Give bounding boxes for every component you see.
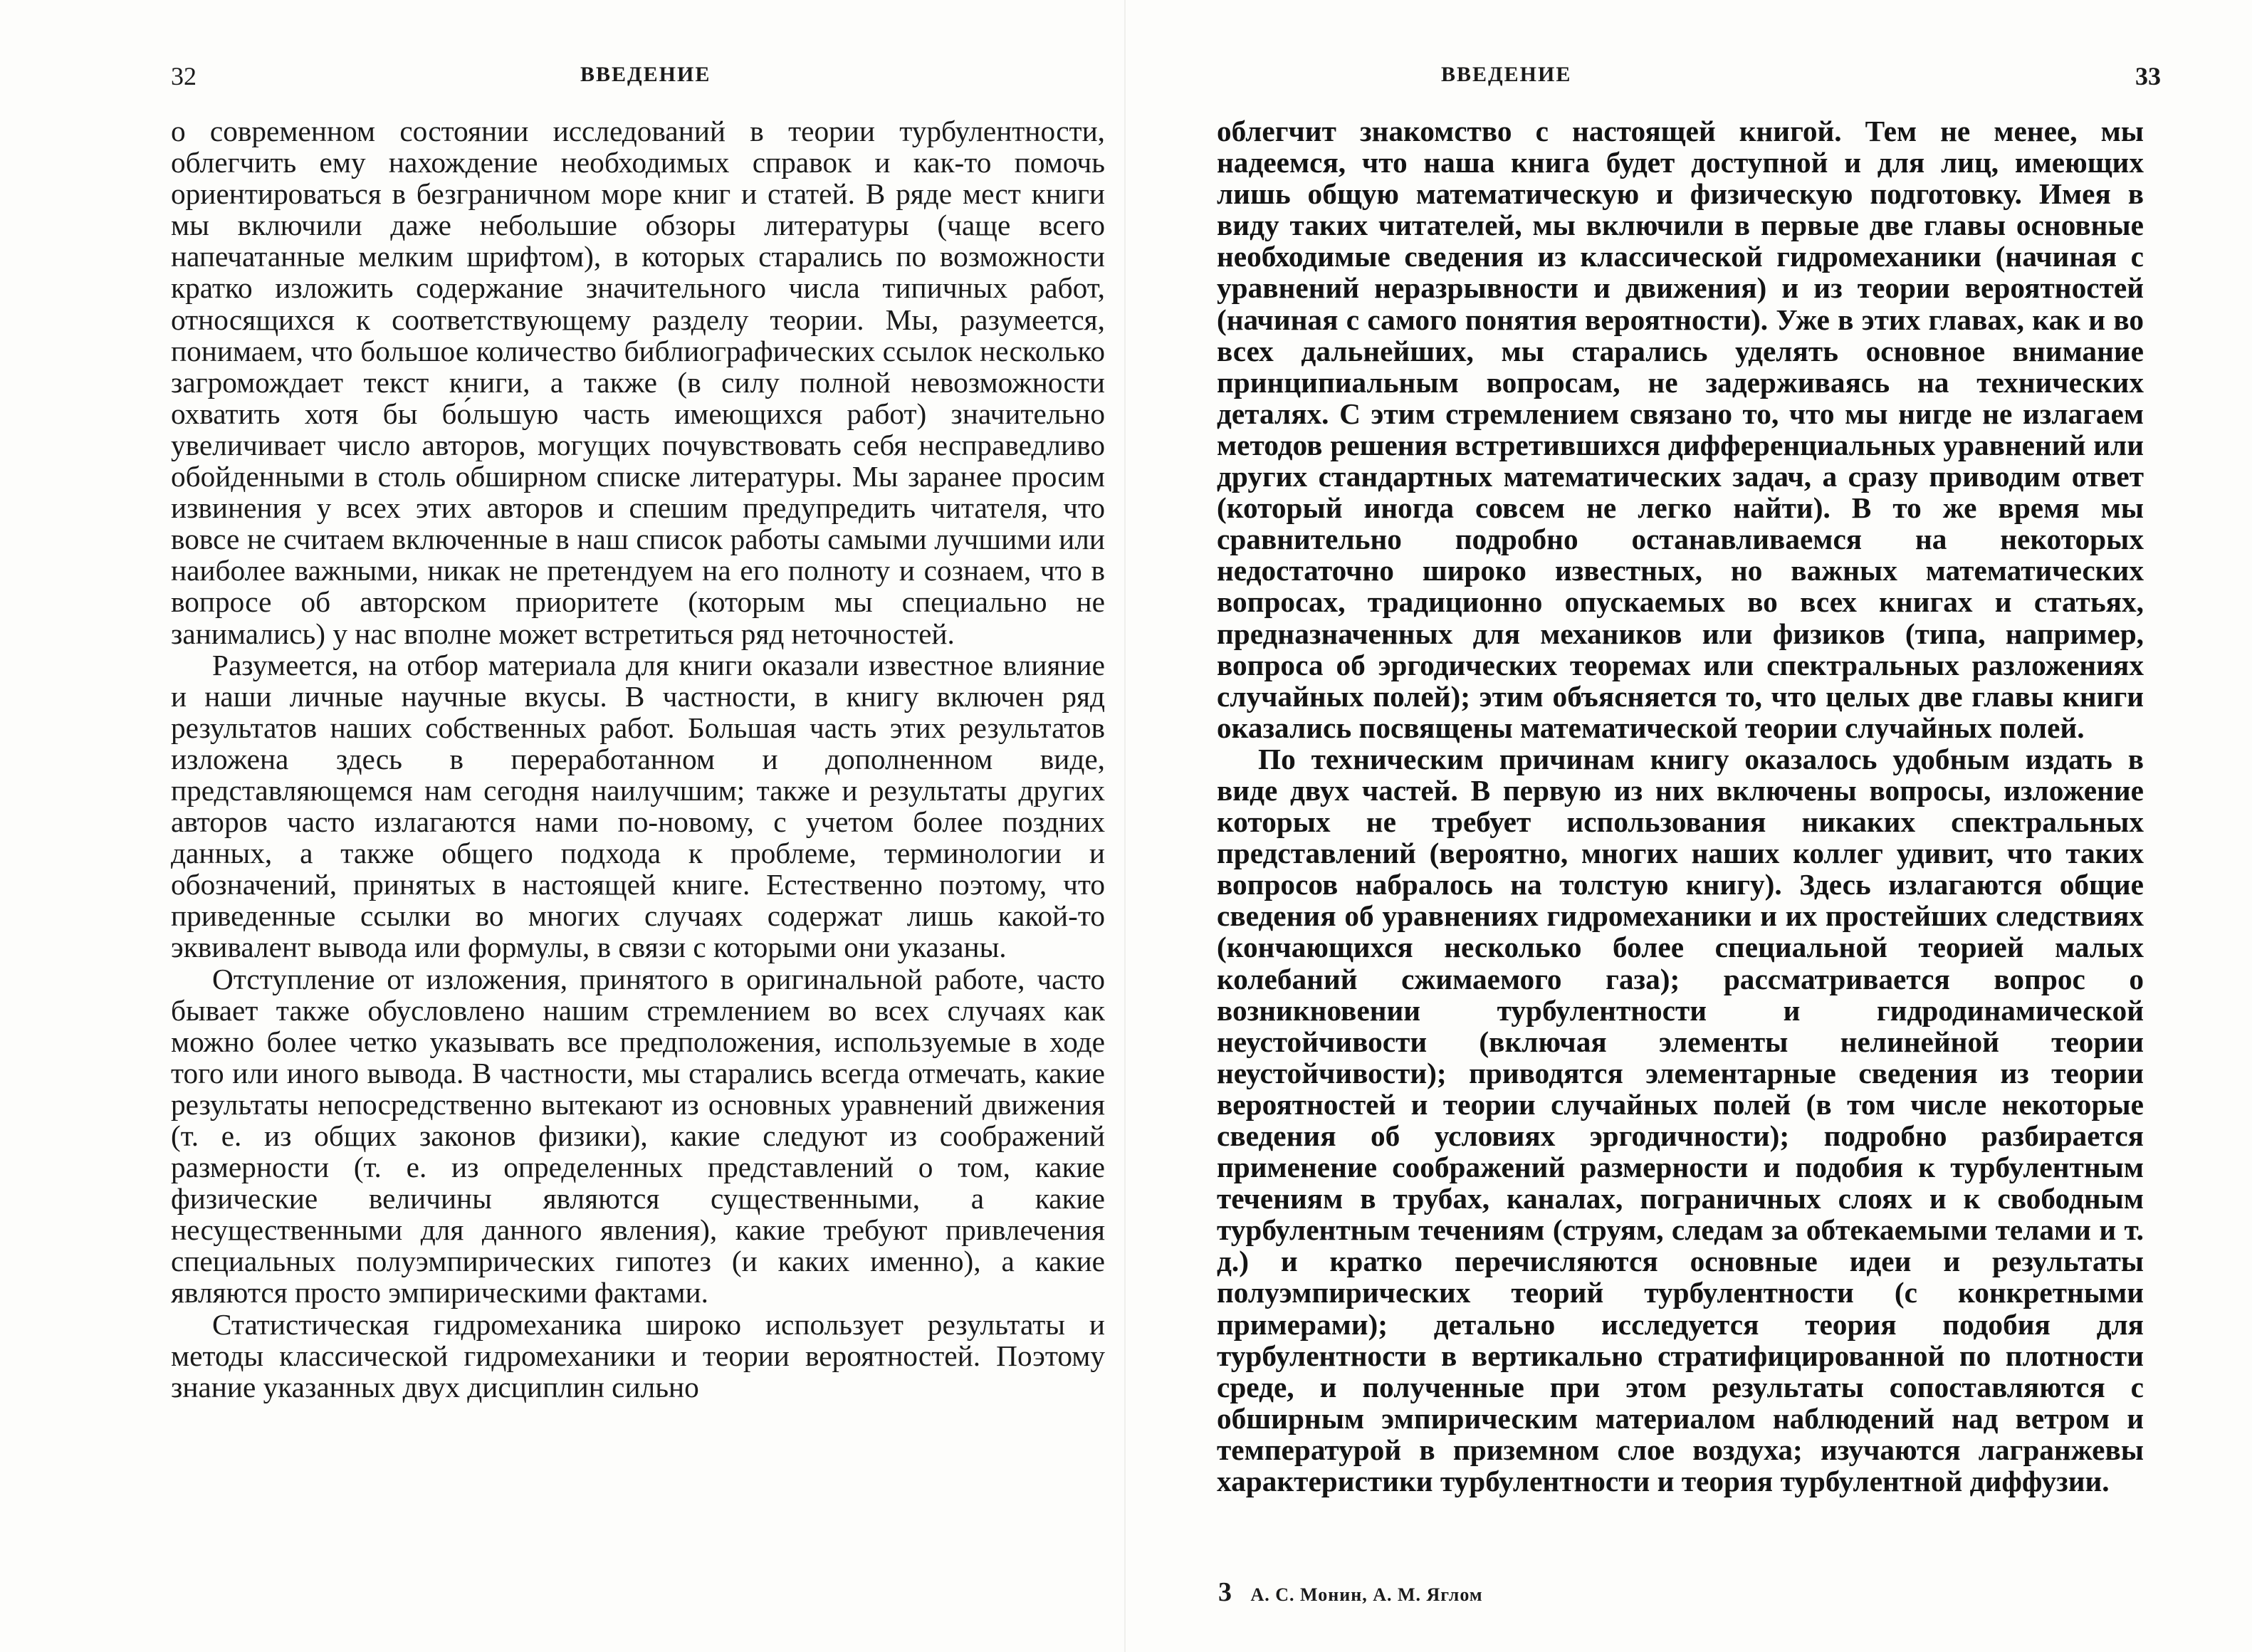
paragraph: Разумеется, на отбор материала для книги оказали известное влияние и наши личные научные вкусы. В частности, в книгу включен ряд результатов наших собственных работ. Большая часть этих результатов изложена здесь в переработанном и дополненном виде, представляющемся нам сегодня наилучшим; также и результаты других авторов часто излагаются нами по-новому, с учетом более поздних данных, а также общего подхода к проблеме, терминологии и обозначений, принятых в настоящей книге. Естественно поэтому, что приведенные ссылки во многих случаях содержат лишь какой-то эквивалент вывода или формулы, в связи с которыми они указаны. — [171, 648, 1105, 964]
page-body — [1217, 115, 2144, 1497]
paragraph: По техническим причинам книгу оказалось удобным издать в виде двух частей. В первую из них включены вопросы, изложение которых не требует использования никаких спектральных представлений (вероятно, многих наших коллег удивит, что таких вопросов набралось на толстую книгу). Здесь излагаются общие сведения об уравнениях гидромеханики и их простейших следствиях (кончающихся несколько более специальной теорией малых колебаний сжимаемого газа); рассматривается вопрос о возникновении турбулентности и гидродинамической неустойчивости (включая элементы нелинейной теории неустойчивости); приводятся элементарные сведения из теории вероятностей и теории случайных полей (в том числе некоторые сведения об условиях эргодичности); подробно разбирается применение соображений размерности и подобия к турбулентным течениям в трубах, каналах, пограничных слоях и к свободным турбулентным течениям (струям, следам за обтекаемыми телами и т. д.) и кратко перечисляются основные идеи и результаты полуэмпирических теорий турбулентности (с конкретными примерами); детально исследуется теория подобия для турбулентности в вертикально стратифицированной по плотности среде, и полученные при этом результаты сопоставляются с обширным эмпирическим материалом наблюдений над ветром и температурой в приземном слое воздуха; изучаются лагранжевы характеристики турбулентности и теория турбулентной диффузии. — [1217, 742, 2144, 1498]
page-number: 33 — [2135, 62, 2161, 90]
paragraph: Отступление от изложения, принятого в оригинальной работе, часто бывает также обусловлено нашим стремлением во всех случаях как можно более четко указывать все предположения, используемые в ходе того или иного вывода. В частности, мы старались всегда отмечать, какие результаты непосредственно вытекают из основных уравнений движения (т. е. из общих законов физики), какие следуют из соображений размерности (т. е. из определенных представлений о том, какие физические величины являются существенными, а какие несущественными для данного явления), какие требуют привлечения специальных полуэмпирических гипотез (и каких именно), а какие являются просто эмпирическими фактами. — [171, 962, 1105, 1309]
paragraph: Статистическая гидромеханика широко использует результаты и методы классической гидромеханики и теории вероятностей. Поэтому знание указанных двух дисциплин сильно — [171, 1307, 1105, 1403]
page-number: 32 — [171, 62, 197, 90]
signature-number: 3 — [1218, 1577, 1232, 1607]
printer-signature — [1218, 1577, 1483, 1608]
paragraph: о современном состоянии исследований в теории турбулентности, облегчить ему нахождение необходимых справок и как-то помочь ориентироваться в безграничном море книг и статей. В ряде мест книги мы включили даже небольшие обзоры литературы (чаще всего напечатанные мелким шрифтом), в которых старались по возможности кратко изложить содержание значительного числа типичных работ, относящихся к соответствующему разделу теории. Мы, разумеется, понимаем, что большое количество библиографических ссылок несколько загромождает текст книги, а также (в силу полной невозможности охватить хотя бы бо́льшую часть имеющихся работ) значительно увеличивает число авторов, могущих почувствовать себя несправедливо обойденными в столь обширном списке литературы. Мы заранее просим извинения у всех этих авторов и спешим предупредить читателя, что вовсе не считаем включенные в наш список работы самыми лучшими или наиболее важными, никак не претендуем на его полноту и сознаем, что в вопросе об авторском приоритете (которым мы специально не занимались) у нас вполне может встретиться ряд неточностей. — [171, 115, 1105, 650]
right-page — [1126, 0, 2252, 1652]
paragraph: облегчит знакомство с настоящей книгой. Тем не менее, мы надеемся, что наша книга будет доступной и для лиц, имеющих лишь общую математическую и физическую подготовку. Имея в виду таких читателей, мы включили в первые две главы основные необходимые сведения из классической гидромеханики (начиная с уравнений неразрывности и движения) и из теории вероятностей (начиная с самого понятия вероятности). Уже в этих главах, как и во всех дальнейших, мы старались уделять основное внимание принципиальным вопросам, не задерживаясь на технических деталях. С этим стремлением связано то, что мы нигде не излагаем методов решения встретившихся дифференциальных уравнений или других стандартных математических задач, а сразу приводим ответ (который иногда совсем не легко найти). В то же время мы сравнительно подробно останавливаемся на некоторых недостаточно широко известных, но важных математических вопросах, традиционно опускаемых во всех книгах и статьях, предназначенных для механиков или физиков (типа, например, вопроса об эргодических теоремах или спектральных разложениях случайных полей); этим объясняется то, что целых две главы книги оказались посвящены математической теории случайных полей. — [1217, 115, 2144, 744]
running-head: ВВЕДЕНИЕ — [580, 63, 711, 86]
page-body — [171, 115, 1105, 1403]
running-head: ВВЕДЕНИЕ — [1441, 63, 1572, 86]
signature-authors: А. С. Монин, А. М. Яглом — [1250, 1584, 1483, 1605]
